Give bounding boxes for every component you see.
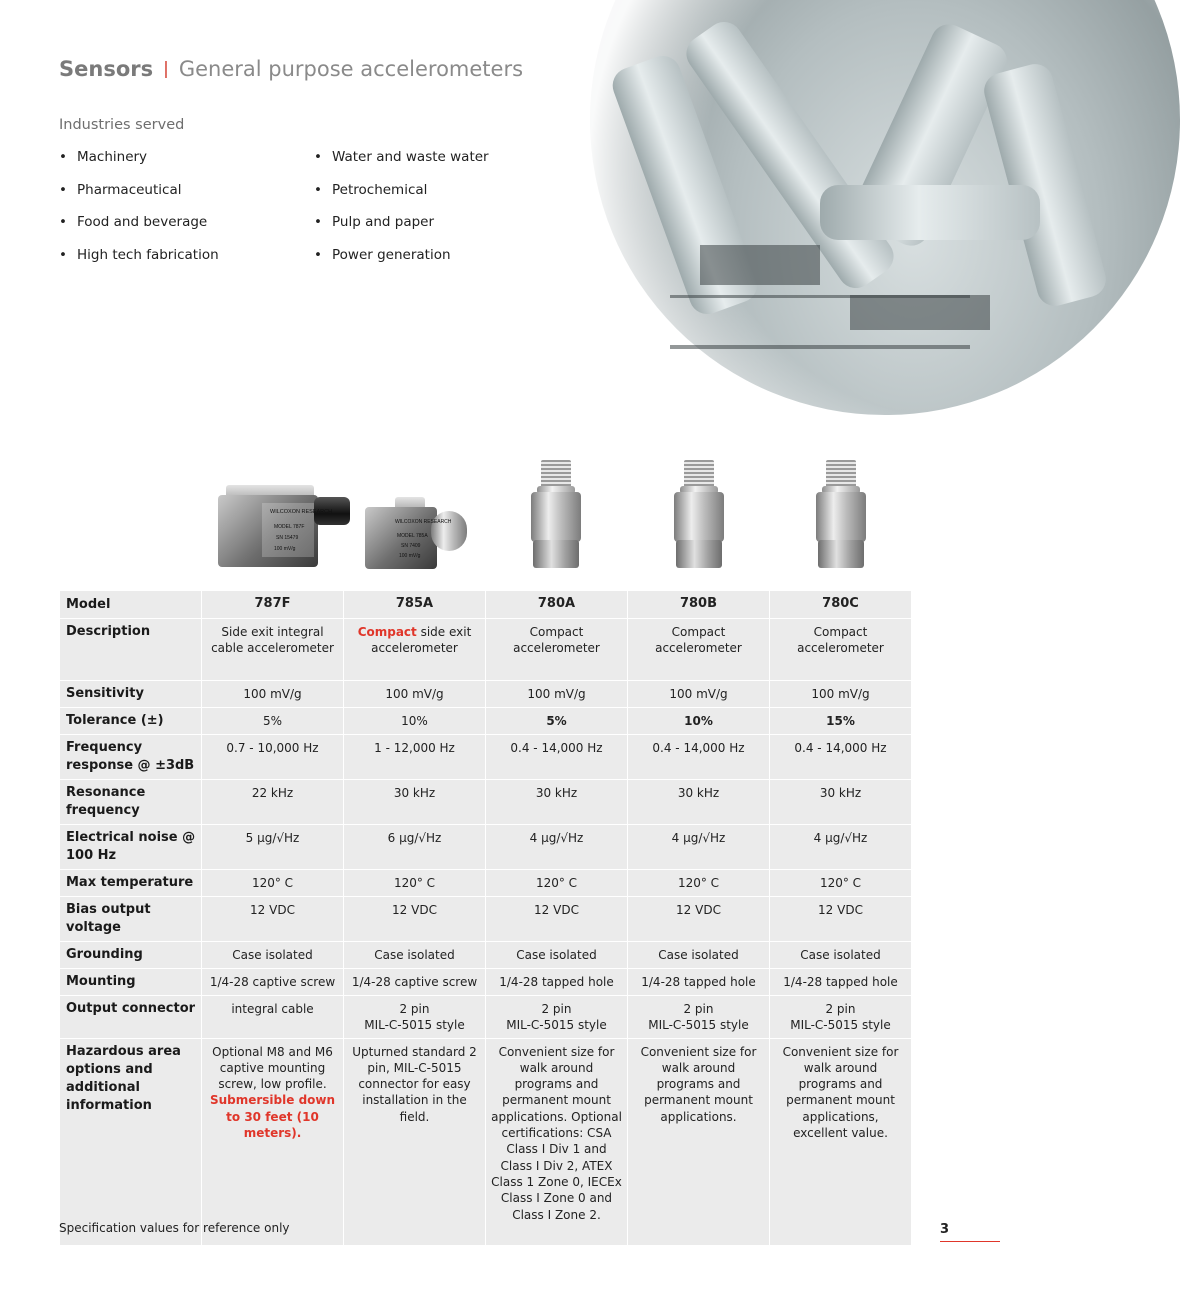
row-label: Sensitivity bbox=[60, 681, 202, 708]
table-cell: 12 VDC bbox=[628, 897, 770, 942]
model-name: 787F bbox=[202, 591, 344, 619]
row-label: Max temperature bbox=[60, 870, 202, 897]
industry-item: • Pharmaceutical bbox=[59, 181, 219, 214]
cell-text: Optional M8 and M6 captive mounting screw, low profile. bbox=[212, 1044, 333, 1092]
table-row bbox=[60, 825, 912, 870]
industry-item: • Pulp and paper bbox=[314, 213, 489, 246]
model-name: 780C bbox=[770, 591, 912, 619]
cell-text: side exit accelerometer bbox=[371, 625, 472, 656]
table-row bbox=[60, 591, 912, 619]
sensor-image-780c bbox=[812, 460, 870, 570]
table-cell: 5% bbox=[486, 708, 628, 735]
industry-item: • Machinery bbox=[59, 148, 219, 181]
highlight-text: Submersible down to 30 feet (10 meters). bbox=[209, 1093, 336, 1141]
table-cell: integral cable bbox=[202, 996, 344, 1039]
table-cell: 30 kHz bbox=[344, 780, 486, 825]
table-cell: 1/4-28 tapped hole bbox=[628, 969, 770, 996]
model-name: 780A bbox=[486, 591, 628, 619]
table-row bbox=[60, 780, 912, 825]
table-cell: 12 VDC bbox=[486, 897, 628, 942]
table-cell: 30 kHz bbox=[628, 780, 770, 825]
cell-text: MIL-C-5015 style bbox=[364, 1018, 465, 1033]
table-cell: 100 mV/g bbox=[202, 681, 344, 708]
industrial-plant-photo bbox=[590, 0, 1180, 415]
industries-list-left bbox=[59, 148, 219, 279]
table-cell: Convenient size for walk around programs and permanent mount applications. Optional certifications: CSA Class I Div 1 and Class I Div 2, ATEX Class 1 Zone 0, IECEx Class I Zone 0 and Class I Zone 2. bbox=[486, 1038, 628, 1245]
table-cell: Convenient size for walk around programs and permanent mount applications, excellent value. bbox=[770, 1038, 912, 1245]
table-cell: 1 - 12,000 Hz bbox=[344, 735, 486, 780]
table-cell: 120° C bbox=[770, 870, 912, 897]
sensor-image-780a bbox=[527, 460, 585, 570]
model-name: 780B bbox=[628, 591, 770, 619]
table-cell: 1/4-28 captive screw bbox=[344, 969, 486, 996]
table-cell: 10% bbox=[628, 708, 770, 735]
page-title bbox=[59, 57, 523, 81]
row-label: Grounding bbox=[60, 942, 202, 969]
section-subtitle: General purpose accelerometers bbox=[178, 57, 524, 81]
cell-text: MIL-C-5015 style bbox=[648, 1018, 749, 1033]
industry-item: • Food and beverage bbox=[59, 213, 219, 246]
industries-list-right bbox=[314, 148, 489, 279]
table-cell: 5 µg/√Hz bbox=[202, 825, 344, 870]
row-label: Bias output voltage bbox=[60, 897, 202, 942]
table-cell: 30 kHz bbox=[486, 780, 628, 825]
table-cell: Case isolated bbox=[344, 942, 486, 969]
sensor-serial-label: SN 7409 bbox=[401, 543, 421, 549]
table-cell: 0.7 - 10,000 Hz bbox=[202, 735, 344, 780]
sensor-brand-label: WILCOXON RESEARCH bbox=[395, 519, 452, 525]
table-cell: 4 µg/√Hz bbox=[486, 825, 628, 870]
sensor-image-780b bbox=[670, 460, 728, 570]
table-cell: 6 µg/√Hz bbox=[344, 825, 486, 870]
table-cell bbox=[344, 619, 486, 681]
table-cell bbox=[344, 996, 486, 1039]
table-cell: Upturned standard 2 pin, MIL-C-5015 connector for easy installation in the field. bbox=[344, 1038, 486, 1245]
sensor-model-label: MODEL 785A bbox=[397, 533, 428, 539]
table-cell: 120° C bbox=[344, 870, 486, 897]
table-cell: 30 kHz bbox=[770, 780, 912, 825]
row-label: Mounting bbox=[60, 969, 202, 996]
sensor-brand-label: WILCOXON RESEARCH bbox=[270, 509, 333, 515]
table-cell: Side exit integral cable accelerometer bbox=[202, 619, 344, 681]
cell-text: 2 pin bbox=[399, 1002, 430, 1016]
sensor-image-787f bbox=[218, 485, 353, 570]
table-row bbox=[60, 870, 912, 897]
table-cell: 0.4 - 14,000 Hz bbox=[628, 735, 770, 780]
table-cell: 15% bbox=[770, 708, 912, 735]
table-cell bbox=[202, 1038, 344, 1245]
row-label: Resonance frequency bbox=[60, 780, 202, 825]
table-cell: Case isolated bbox=[770, 942, 912, 969]
page-number: 3 bbox=[940, 1222, 950, 1237]
table-row bbox=[60, 996, 912, 1039]
industries-heading: Industries served bbox=[59, 117, 185, 133]
table-cell: 12 VDC bbox=[344, 897, 486, 942]
cell-text: 2 pin bbox=[825, 1002, 856, 1016]
table-cell: 10% bbox=[344, 708, 486, 735]
table-row bbox=[60, 942, 912, 969]
table-cell: 100 mV/g bbox=[628, 681, 770, 708]
row-label: Tolerance (±) bbox=[60, 708, 202, 735]
table-cell: 1/4-28 tapped hole bbox=[486, 969, 628, 996]
table-cell: Convenient size for walk around programs and permanent mount applications. bbox=[628, 1038, 770, 1245]
industry-item: • High tech fabrication bbox=[59, 246, 219, 279]
table-cell: 4 µg/√Hz bbox=[770, 825, 912, 870]
table-row bbox=[60, 969, 912, 996]
row-label: Electrical noise @ 100 Hz bbox=[60, 825, 202, 870]
table-row bbox=[60, 681, 912, 708]
cell-text: MIL-C-5015 style bbox=[790, 1018, 891, 1033]
sensor-model-label: MODEL 787F bbox=[274, 524, 305, 530]
model-name: 785A bbox=[344, 591, 486, 619]
industry-item: • Water and waste water bbox=[314, 148, 489, 181]
sensor-sens-label: 100 mV/g bbox=[399, 553, 421, 559]
table-cell: 100 mV/g bbox=[344, 681, 486, 708]
table-cell: Compact accelerometer bbox=[486, 619, 628, 681]
table-cell: Compact accelerometer bbox=[628, 619, 770, 681]
sensor-sens-label: 100 mV/g bbox=[274, 546, 296, 552]
table-cell: 5% bbox=[202, 708, 344, 735]
table-cell: 12 VDC bbox=[770, 897, 912, 942]
sensor-serial-label: SN 15479 bbox=[276, 535, 299, 541]
section-name: Sensors bbox=[59, 57, 154, 81]
industry-item: • Petrochemical bbox=[314, 181, 489, 214]
cell-text: MIL-C-5015 style bbox=[506, 1018, 607, 1033]
table-cell: 22 kHz bbox=[202, 780, 344, 825]
footer-note: Specification values for reference only bbox=[59, 1221, 290, 1235]
table-cell: 0.4 - 14,000 Hz bbox=[486, 735, 628, 780]
table-cell: 0.4 - 14,000 Hz bbox=[770, 735, 912, 780]
table-cell: 100 mV/g bbox=[770, 681, 912, 708]
row-label: Output connector bbox=[60, 996, 202, 1039]
table-cell bbox=[628, 996, 770, 1039]
table-cell: 1/4-28 captive screw bbox=[202, 969, 344, 996]
table-row bbox=[60, 619, 912, 681]
table-cell: 4 µg/√Hz bbox=[628, 825, 770, 870]
sensor-image-785a bbox=[365, 497, 470, 577]
table-cell bbox=[770, 996, 912, 1039]
spec-table bbox=[59, 590, 912, 1246]
cell-text: 2 pin bbox=[541, 1002, 572, 1016]
industry-item: • Power generation bbox=[314, 246, 489, 279]
page-number-rule bbox=[940, 1241, 1000, 1242]
cell-text: 2 pin bbox=[683, 1002, 714, 1016]
row-label: Description bbox=[60, 619, 202, 681]
table-cell: Case isolated bbox=[628, 942, 770, 969]
table-cell: 120° C bbox=[628, 870, 770, 897]
table-cell: 1/4-28 tapped hole bbox=[770, 969, 912, 996]
table-cell: 120° C bbox=[202, 870, 344, 897]
row-label: Hazardous area options and additional information bbox=[60, 1038, 202, 1245]
table-row bbox=[60, 735, 912, 780]
row-label: Frequency response @ ±3dB bbox=[60, 735, 202, 780]
title-separator: | bbox=[163, 59, 169, 79]
table-cell: 120° C bbox=[486, 870, 628, 897]
highlight-text: Compact bbox=[357, 625, 417, 639]
table-row bbox=[60, 708, 912, 735]
table-cell bbox=[486, 996, 628, 1039]
table-row bbox=[60, 897, 912, 942]
table-cell: Case isolated bbox=[202, 942, 344, 969]
row-label: Model bbox=[60, 591, 202, 619]
table-cell: 100 mV/g bbox=[486, 681, 628, 708]
table-cell: 12 VDC bbox=[202, 897, 344, 942]
table-row bbox=[60, 1038, 912, 1245]
table-cell: Case isolated bbox=[486, 942, 628, 969]
table-cell: Compact accelerometer bbox=[770, 619, 912, 681]
